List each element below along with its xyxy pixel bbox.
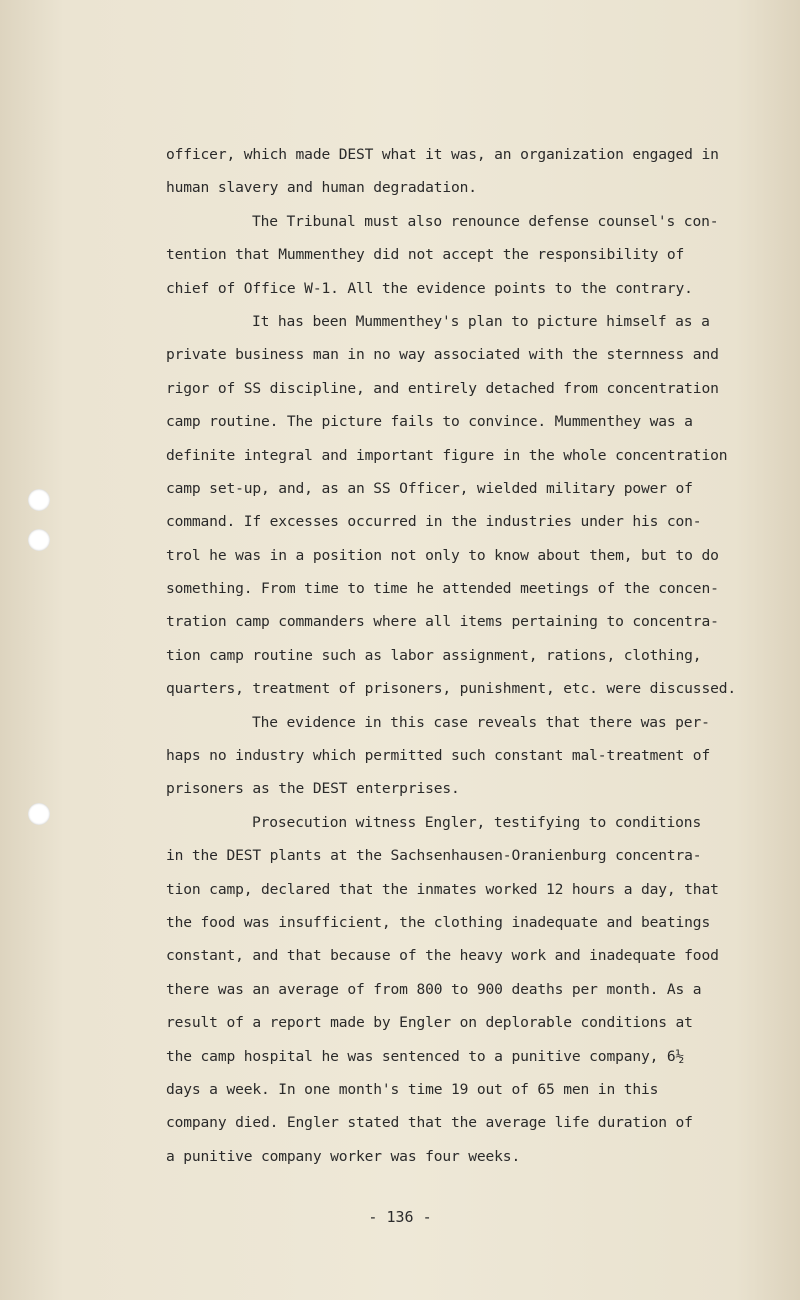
punch-hole: [28, 529, 50, 551]
text-line: prisoners as the DEST enterprises.: [166, 780, 460, 798]
text-line: the food was insufficient, the clothing inadequate and beatings: [166, 913, 711, 931]
page-number: - 136 -: [368, 1208, 432, 1226]
text-line: haps no industry which permitted such constant mal-treatment of: [166, 747, 711, 765]
text-line: chief of Office W-1. All the evidence points to the contrary.: [166, 279, 693, 297]
text-line: rigor of SS discipline, and entirely detached from concentration: [166, 379, 719, 397]
text-line: the camp hospital he was sentenced to a punitive company, 6½: [166, 1047, 685, 1065]
punch-hole: [28, 803, 50, 825]
text-line: result of a report made by Engler on deplorable conditions at: [166, 1014, 693, 1032]
text-line: definite integral and important figure in the whole concentration: [166, 446, 728, 464]
text-line: camp set-up, and, as an SS Officer, wielded military power of: [166, 479, 693, 497]
text-line: camp routine. The picture fails to convince. Mummenthey was a: [166, 413, 693, 431]
text-line: tration camp commanders where all items pertaining to concentra-: [166, 613, 719, 631]
text-line: tion camp routine such as labor assignment, rations, clothing,: [166, 646, 702, 664]
text-line: days a week. In one month's time 19 out of 65 men in this: [166, 1080, 659, 1098]
body-text: [166, 138, 736, 1173]
text-line: command. If excesses occurred in the industries under his con-: [166, 513, 702, 531]
text-line: private business man in no way associated with the sternness and: [166, 346, 719, 364]
text-line: tion camp, declared that the inmates worked 12 hours a day, that: [166, 880, 719, 898]
text-line: The evidence in this case reveals that there was per-: [252, 713, 710, 731]
text-line: there was an average of from 800 to 900 deaths per month. As a: [166, 980, 702, 998]
text-line: tention that Mummenthey did not accept the responsibility of: [166, 246, 685, 264]
text-line: constant, and that because of the heavy work and inadequate food: [166, 947, 719, 965]
text-line: Prosecution witness Engler, testifying to conditions: [252, 813, 702, 831]
text-line: a punitive company worker was four weeks.: [166, 1147, 521, 1165]
punch-hole: [28, 489, 50, 511]
text-line: officer, which made DEST what it was, an organization engaged in: [166, 146, 719, 163]
text-line: It has been Mummenthey's plan to picture himself as a: [252, 312, 710, 330]
text-line: human slavery and human degradation.: [166, 179, 477, 197]
text-line: trol he was in a position not only to know about them, but to do: [166, 546, 719, 564]
text-line: The Tribunal must also renounce defense counsel's con-: [252, 212, 719, 230]
text-line: something. From time to time he attended meetings of the concen-: [166, 580, 719, 598]
text-line: quarters, treatment of prisoners, punishment, etc. were discussed.: [166, 680, 736, 698]
text-line: in the DEST plants at the Sachsenhausen-Oranienburg concentra-: [166, 847, 702, 865]
text-line: company died. Engler stated that the average life duration of: [166, 1114, 693, 1132]
